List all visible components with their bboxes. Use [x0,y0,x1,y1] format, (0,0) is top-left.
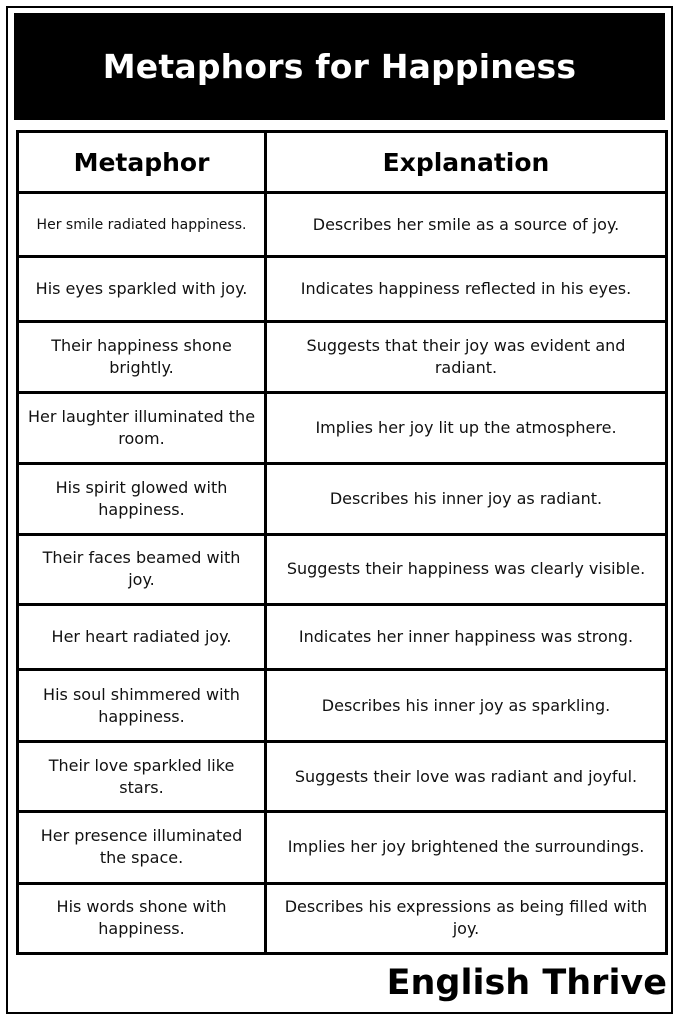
explanation-cell: Describes his inner joy as radiant. [266,464,667,534]
metaphor-cell: Their happiness shone brightly. [18,321,266,392]
explanation-cell: Describes her smile as a source of joy. [266,193,667,257]
table-row [18,883,667,953]
table-row [18,534,667,604]
metaphor-cell: Her presence illuminated the space. [18,812,266,883]
explanation-cell: Indicates her inner happiness was strong. [266,605,667,670]
metaphor-cell: His spirit glowed with happiness. [18,464,266,534]
page-title: Metaphors for Happiness [14,13,665,120]
table-row [18,321,667,392]
metaphor-table [16,130,668,955]
metaphor-cell: Her smile radiated happiness. [18,193,266,257]
explanation-cell: Suggests that their joy was evident and radiant. [266,321,667,392]
metaphor-cell: Their love sparkled like stars. [18,741,266,811]
explanation-cell: Implies her joy brightened the surroundings. [266,812,667,883]
metaphor-cell: His soul shimmered with happiness. [18,670,266,741]
metaphor-cell: His eyes sparkled with joy. [18,257,266,321]
brand-label: English Thrive [386,963,667,1003]
table-row [18,670,667,741]
table-row [18,605,667,670]
column-header-explanation: Explanation [266,132,667,193]
metaphor-cell: His words shone with happiness. [18,883,266,953]
metaphor-cell: Her heart radiated joy. [18,605,266,670]
explanation-cell: Describes his expressions as being filled with joy. [266,883,667,953]
explanation-cell: Suggests their love was radiant and joyful. [266,741,667,811]
explanation-cell: Indicates happiness reflected in his eyes. [266,257,667,321]
explanation-cell: Implies her joy lit up the atmosphere. [266,393,667,464]
table-row [18,257,667,321]
metaphor-cell: Her laughter illuminated the room. [18,393,266,464]
table-row [18,741,667,811]
table-row [18,193,667,257]
table-row [18,812,667,883]
column-header-metaphor: Metaphor [18,132,266,193]
metaphor-cell: Their faces beamed with joy. [18,534,266,604]
table-row [18,393,667,464]
table-row [18,464,667,534]
table-header-row [18,132,667,193]
explanation-cell: Describes his inner joy as sparkling. [266,670,667,741]
explanation-cell: Suggests their happiness was clearly visible. [266,534,667,604]
